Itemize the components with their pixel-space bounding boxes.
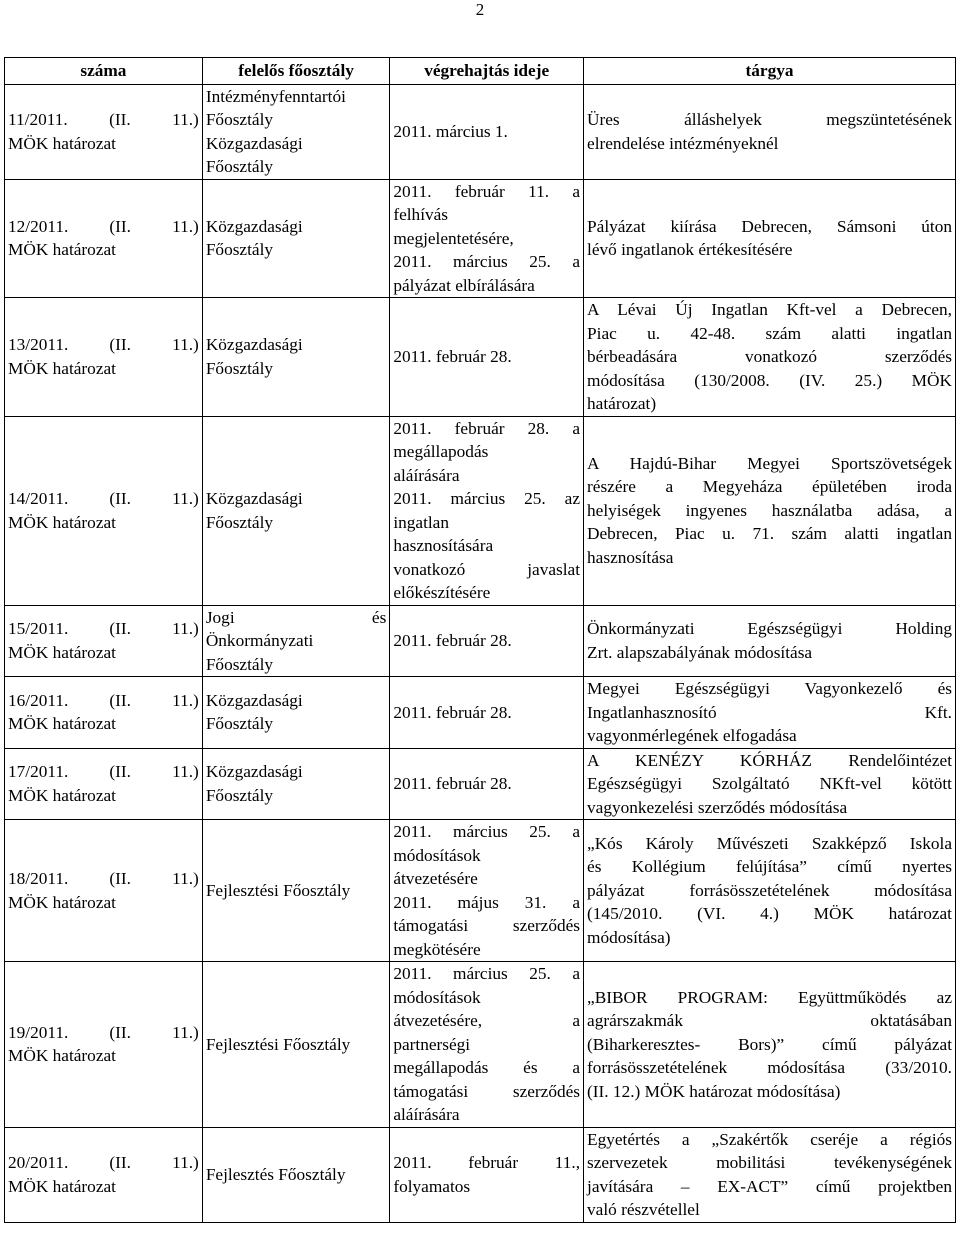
responsible-department-line: Főosztály: [205, 654, 274, 674]
execution-deadline-line: 2011. február 28.: [393, 347, 512, 366]
page-number: 2: [475, 0, 485, 19]
execution-deadline-line: partnerségi: [393, 1034, 471, 1054]
resolution-subject-line: módosítása): [587, 927, 671, 947]
resolution-subject-line: való részvétellel: [587, 1200, 700, 1219]
resolution-subject-cell: [584, 1127, 956, 1222]
resolution-number-cell: [5, 1127, 203, 1222]
resolution-number-cell: [5, 605, 203, 677]
execution-deadline-line: pályázat elbírálására: [393, 275, 535, 295]
resolution-subject-cell: [584, 84, 956, 179]
responsible-department-line: Főosztály: [205, 714, 274, 734]
execution-deadline-cell: [390, 298, 584, 417]
execution-deadline-line: vonatkozó javaslat: [393, 559, 581, 579]
execution-deadline-line: 2011. február 28.: [393, 631, 512, 650]
resolution-subject-line: Pályázat kiírása Debrecen, Sámsoni úton: [587, 216, 952, 236]
responsible-department-line: Önkormányzati: [205, 631, 314, 650]
resolution-number-line: MÖK határozat: [8, 642, 116, 662]
resolution-subject-line: Üres álláshelyek megszüntetésének: [587, 110, 952, 129]
resolution-subject-line: Debrecen, Piac u. 71. szám alatti ingatlan: [587, 524, 952, 544]
resolution-subject-line: helyiségek ingyenes használatba adása, a: [587, 500, 952, 520]
responsible-department-line: Intézményfenntartói: [205, 86, 346, 106]
responsible-department-cell: [202, 605, 390, 677]
responsible-department-cell: [202, 677, 390, 749]
execution-deadline-line: megkötésére: [393, 939, 481, 959]
resolutions-table: [4, 57, 956, 1223]
execution-deadline-line: 2011. február 28.: [393, 702, 512, 722]
resolution-number-line: MÖK határozat: [8, 358, 116, 378]
responsible-department-line: Közgazdasági: [205, 690, 303, 710]
responsible-department-line: Főosztály: [205, 110, 274, 129]
resolution-number-cell: [5, 179, 203, 298]
execution-deadline-line: felhívás: [393, 205, 449, 224]
resolution-number-line: 17/2011. (II. 11.): [8, 762, 199, 782]
resolution-subject-line: (II. 12.) MÖK határozat módosítása): [587, 1081, 841, 1101]
execution-deadline-cell: [390, 416, 584, 605]
resolution-subject-line: lévő ingatlanok értékesítésére: [587, 240, 793, 260]
resolution-subject-cell: [584, 298, 956, 417]
execution-deadline-line: átvezetésére, a: [393, 1011, 581, 1030]
resolution-subject-line: (Biharkeresztes- Bors)” című pályázat: [587, 1034, 952, 1054]
resolution-number-line: 20/2011. (II. 11.): [8, 1153, 199, 1172]
resolution-number-line: MÖK határozat: [8, 512, 116, 532]
execution-deadline-line: aláírására: [393, 465, 460, 485]
resolution-number-line: MÖK határozat: [8, 1176, 116, 1196]
resolution-subject-cell: [584, 677, 956, 749]
responsible-department-line: Főosztály: [205, 240, 274, 260]
execution-deadline-cell: [390, 820, 584, 962]
table-row: [5, 962, 956, 1128]
resolution-number-cell: [5, 298, 203, 417]
resolution-subject-line: pályázat forrásösszetételének módosítása: [587, 880, 952, 900]
execution-deadline-line: aláírására: [393, 1105, 460, 1124]
responsible-department-line: Fejlesztési Főosztály: [205, 1034, 351, 1054]
resolution-number-cell: [5, 748, 203, 820]
execution-deadline-line: 2011. február 28.: [393, 774, 512, 793]
resolution-subject-line: és Kollégium felújítása” című nyertes: [587, 857, 952, 877]
resolution-subject-line: szervezetek mobilitási tevékenységének: [587, 1153, 952, 1172]
responsible-department-cell: [202, 179, 390, 298]
execution-deadline-line: támogatási szerződés: [393, 1081, 581, 1101]
execution-deadline-line: átvezetésére: [393, 869, 478, 888]
execution-deadline-line: megállapodás: [393, 442, 489, 461]
table-row: [5, 748, 956, 820]
resolution-subject-cell: [584, 179, 956, 298]
table-row: [5, 179, 956, 298]
resolution-number-line: 16/2011. (II. 11.): [8, 690, 199, 710]
resolution-number-line: 13/2011. (II. 11.): [8, 335, 199, 355]
resolution-subject-line: határozat): [587, 394, 657, 413]
responsible-department-cell: [202, 748, 390, 820]
execution-deadline-line: megállapodás és a: [393, 1058, 581, 1077]
resolution-subject-line: A Hajdú-Bihar Megyei Sportszövetségek: [587, 453, 952, 473]
resolution-subject-line: „BIBOR PROGRAM: Együttműködés az: [587, 987, 952, 1007]
execution-deadline-line: 2011. március 25. az: [393, 489, 581, 508]
resolution-subject-line: részére a Megyeháza épületében iroda: [587, 477, 952, 497]
responsible-department-line: Közgazdasági: [205, 216, 303, 236]
resolution-subject-line: Zrt. alapszabályának módosítása: [587, 642, 813, 662]
resolution-subject-line: agrárszakmák oktatásában: [587, 1011, 952, 1030]
resolution-number-cell: [5, 820, 203, 962]
execution-deadline-line: módosítások: [393, 845, 481, 865]
resolution-subject-line: Önkormányzati Egészségügyi Holding: [587, 619, 952, 639]
resolution-subject-line: Egészségügyi Szolgáltató NKft-vel kötött: [587, 774, 952, 793]
resolution-number-line: 18/2011. (II. 11.): [8, 869, 199, 888]
header-deadline: végrehajtás ideje: [390, 58, 584, 85]
resolution-subject-cell: [584, 748, 956, 820]
resolution-number-cell: [5, 84, 203, 179]
resolution-subject-line: A KENÉZY KÓRHÁZ Rendelőintézet: [587, 750, 952, 770]
execution-deadline-cell: [390, 605, 584, 677]
responsible-department-line: Főosztály: [205, 157, 274, 176]
header-subject: tárgya: [584, 58, 956, 85]
responsible-department-line: Fejlesztés Főosztály: [205, 1164, 346, 1184]
responsible-department-line: Közgazdasági: [205, 335, 303, 355]
resolution-subject-line: hasznosítása: [587, 547, 674, 567]
resolution-subject-line: Ingatlanhasznosító Kft.: [587, 702, 952, 722]
execution-deadline-line: 2011. február 11. a: [393, 181, 581, 201]
execution-deadline-line: 2011. március 25. a: [393, 252, 581, 271]
responsible-department-line: Főosztály: [205, 358, 274, 378]
execution-deadline-line: 2011. május 31. a: [393, 892, 581, 912]
resolution-number-line: MÖK határozat: [8, 785, 116, 805]
table-row: [5, 84, 956, 179]
resolution-number-line: 12/2011. (II. 11.): [8, 216, 199, 236]
responsible-department-cell: [202, 416, 390, 605]
responsible-department-line: Közgazdasági: [205, 762, 303, 782]
execution-deadline-line: módosítások: [393, 987, 481, 1007]
responsible-department-line: Fejlesztési Főosztály: [205, 880, 351, 900]
resolution-number-line: MÖK határozat: [8, 892, 116, 912]
header-department: felelős főosztály: [202, 58, 390, 85]
execution-deadline-line: 2011. március 1.: [393, 121, 508, 141]
execution-deadline-line: előkészítésére: [393, 583, 491, 602]
execution-deadline-cell: [390, 677, 584, 749]
execution-deadline-line: 2011. február 11.,: [393, 1153, 581, 1172]
execution-deadline-line: 2011. február 28. a: [393, 418, 581, 438]
responsible-department-line: Jogi és: [205, 607, 387, 627]
resolution-subject-line: Megyei Egészségügyi Vagyonkezelő és: [587, 679, 952, 698]
table-row: [5, 677, 956, 749]
execution-deadline-line: 2011. március 25. a: [393, 964, 581, 983]
responsible-department-cell: [202, 820, 390, 962]
execution-deadline-cell: [390, 1127, 584, 1222]
resolution-number-cell: [5, 677, 203, 749]
table-header-row: [5, 58, 956, 85]
execution-deadline-line: támogatási szerződés: [393, 916, 581, 935]
resolution-number-line: MÖK határozat: [8, 133, 116, 153]
responsible-department-line: Főosztály: [205, 512, 274, 532]
resolution-subject-line: módosítása (130/2008. (IV. 25.) MÖK: [587, 370, 952, 390]
execution-deadline-cell: [390, 748, 584, 820]
table-row: [5, 820, 956, 962]
table-row: [5, 1127, 956, 1222]
resolution-subject-cell: [584, 962, 956, 1128]
resolution-number-line: 11/2011. (II. 11.): [8, 110, 199, 129]
execution-deadline-line: ingatlan: [393, 512, 449, 532]
responsible-department-cell: [202, 962, 390, 1128]
resolution-subject-cell: [584, 605, 956, 677]
resolution-subject-line: Piac u. 42-48. szám alatti ingatlan: [587, 323, 952, 343]
execution-deadline-line: hasznosítására: [393, 536, 494, 555]
resolution-number-line: MÖK határozat: [8, 1046, 116, 1066]
resolution-number-cell: [5, 962, 203, 1128]
resolution-subject-cell: [584, 820, 956, 962]
responsible-department-line: Főosztály: [205, 785, 274, 805]
table-row: [5, 416, 956, 605]
table-body: [5, 84, 956, 1222]
responsible-department-cell: [202, 84, 390, 179]
resolution-subject-line: „Kós Károly Művészeti Szakképző Iskola: [587, 833, 952, 853]
execution-deadline-line: megjelentetésére,: [393, 228, 514, 248]
resolution-number-line: 14/2011. (II. 11.): [8, 489, 199, 508]
responsible-department-line: Közgazdasági: [205, 489, 303, 508]
execution-deadline-line: folyamatos: [393, 1176, 471, 1196]
resolution-subject-line: A Lévai Új Ingatlan Kft-vel a Debrecen,: [587, 300, 952, 319]
resolution-subject-line: (145/2010. (VI. 4.) MÖK határozat: [587, 904, 952, 924]
resolution-subject-line: elrendelése intézményeknél: [587, 133, 779, 153]
resolution-number-line: MÖK határozat: [8, 714, 116, 734]
resolution-number-cell: [5, 416, 203, 605]
resolution-subject-line: Egyetértés a „Szakértők cseréje a régiós: [587, 1129, 952, 1149]
execution-deadline-cell: [390, 962, 584, 1128]
resolution-number-line: 15/2011. (II. 11.): [8, 619, 199, 639]
responsible-department-cell: [202, 298, 390, 417]
table-row: [5, 605, 956, 677]
resolution-subject-line: forrásösszetételének módosítása (33/2010.: [587, 1058, 952, 1077]
resolution-subject-line: bérbeadására vonatkozó szerződés: [587, 347, 952, 366]
resolution-number-line: MÖK határozat: [8, 240, 116, 260]
resolution-subject-line: javítására – EX-ACT” című projektben: [587, 1176, 952, 1196]
resolution-subject-cell: [584, 416, 956, 605]
resolution-subject-line: vagyonmérlegének elfogadása: [587, 726, 797, 745]
resolution-subject-line: vagyonkezelési szerződés módosítása: [587, 797, 848, 817]
table-row: [5, 298, 956, 417]
responsible-department-line: Közgazdasági: [205, 133, 303, 153]
execution-deadline-cell: [390, 84, 584, 179]
header-number: száma: [5, 58, 203, 85]
responsible-department-cell: [202, 1127, 390, 1222]
execution-deadline-line: 2011. március 25. a: [393, 822, 581, 841]
resolution-number-line: 19/2011. (II. 11.): [8, 1022, 199, 1042]
execution-deadline-cell: [390, 179, 584, 298]
